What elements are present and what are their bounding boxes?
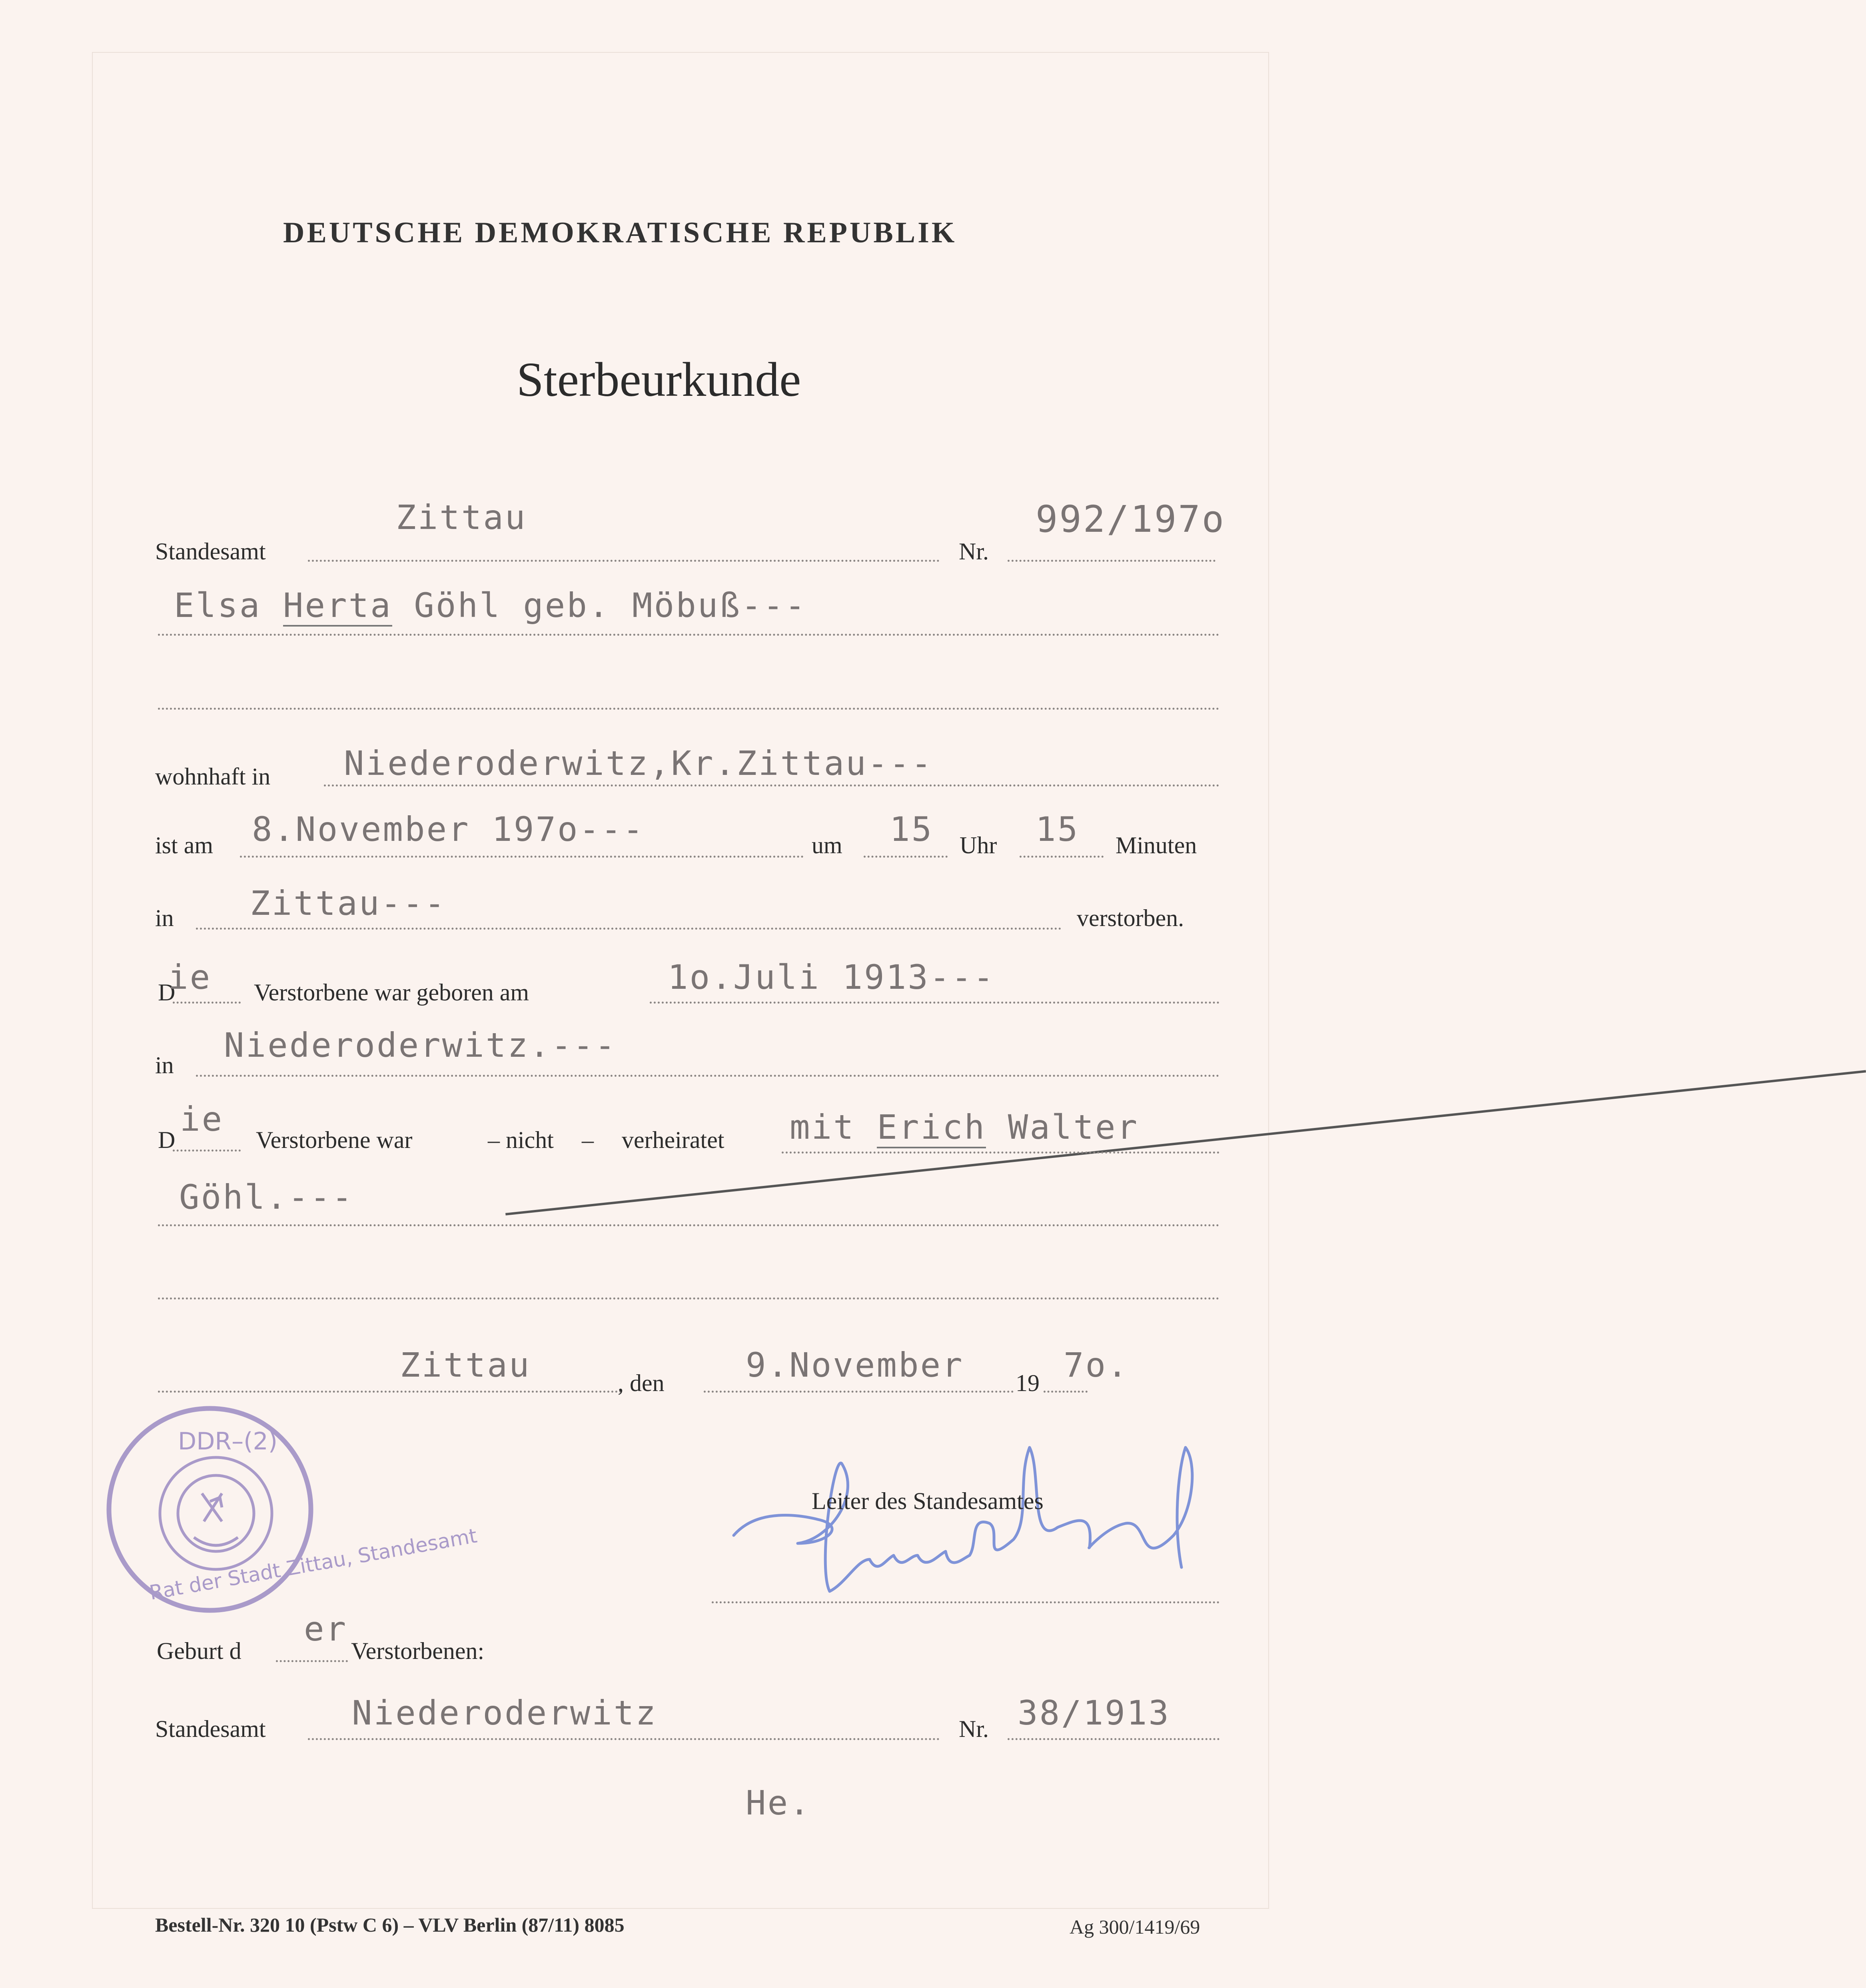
geboren-label: Verstorbene war geboren am	[254, 979, 529, 1006]
birth-registry-value: Niederoderwitz	[352, 1693, 658, 1733]
dotted-line	[173, 1150, 241, 1152]
article-suffix: ie	[180, 1100, 224, 1139]
ist-am-label: ist am	[155, 832, 213, 858]
minute-value: 15	[1036, 810, 1080, 849]
register-number-value: 992/197o	[1036, 498, 1226, 541]
dotted-line	[1008, 1738, 1219, 1740]
birth-place-value: Niederoderwitz.---	[224, 1026, 617, 1065]
den-label: , den	[618, 1370, 665, 1396]
dotted-line	[1008, 560, 1215, 562]
death-place-value: Zittau---	[250, 884, 447, 923]
standesamt-label: Standesamt	[155, 538, 266, 565]
svg-text:Rat der Stadt Zittau, Standesa: Rat der Stadt Zittau, Standesamt	[148, 1524, 479, 1605]
dotted-line	[864, 856, 948, 858]
year-prefix-label: 19	[1016, 1370, 1040, 1396]
order-number-footer: Bestell-Nr. 320 10 (Pstw C 6) – VLV Berlin (87/11) 8085	[155, 1914, 625, 1936]
country-heading: DEUTSCHE DEMOKRATISCHE REPUBLIK	[283, 216, 957, 249]
dotted-line	[173, 1002, 241, 1004]
nr-label: Nr.	[959, 1716, 989, 1742]
verheiratet-label: verheiratet	[622, 1127, 724, 1153]
verstorbenen-label: Verstorbenen:	[351, 1638, 485, 1664]
verstorben-label: verstorben.	[1077, 905, 1184, 931]
dotted-line	[704, 1391, 1014, 1393]
dotted-line	[196, 1075, 1219, 1077]
issue-place-value: Zittau	[400, 1345, 531, 1385]
um-label: um	[812, 832, 842, 858]
deceased-name: Elsa Herta Göhl geb. Möbuß---	[174, 586, 807, 625]
geburt-label: Geburt d	[157, 1638, 241, 1664]
struck-nicht-label: nicht	[506, 1126, 1866, 1154]
dotted-line	[158, 634, 1219, 636]
nr-label: Nr.	[959, 538, 989, 565]
wohnhaft-label: wohnhaft in	[155, 763, 271, 790]
spouse-name: mit Erich Walter	[790, 1108, 1139, 1147]
year-value: 7o.	[1064, 1345, 1129, 1385]
standesamt-label: Standesamt	[155, 1716, 266, 1742]
document-title: Sterbeurkunde	[517, 353, 801, 407]
birth-date-value: 1o.Juli 1913---	[668, 958, 995, 997]
d-prefix-label: D	[158, 979, 176, 1006]
standesamt-value: Zittau	[396, 498, 527, 537]
dotted-line	[158, 1224, 1219, 1226]
verstorbene-war-label: Verstorbene war	[256, 1127, 413, 1153]
official-seal	[102, 1401, 479, 1617]
death-date-value: 8.November 197o---	[252, 810, 645, 849]
minuten-label: Minuten	[1116, 832, 1197, 858]
dotted-line	[196, 928, 1062, 930]
in-label: in	[155, 905, 174, 931]
dotted-line	[308, 560, 940, 562]
dotted-line	[158, 1297, 1219, 1299]
dash-label: –	[488, 1127, 500, 1153]
uhr-label: Uhr	[960, 832, 997, 858]
dotted-line	[1020, 856, 1104, 858]
in-label: in	[155, 1052, 174, 1078]
signature	[726, 1439, 1245, 1611]
dotted-line	[1044, 1391, 1088, 1393]
dotted-line	[158, 708, 1219, 710]
leiter-label: Leiter des Standesamtes	[812, 1488, 1044, 1514]
issue-date-value: 9.November	[746, 1345, 964, 1385]
form-code-footer: Ag 300/1419/69	[1070, 1916, 1200, 1938]
residence-value: Niederoderwitz,Kr.Zittau---	[344, 744, 933, 783]
article-suffix: ie	[168, 958, 212, 997]
svg-text:DDR–(2): DDR–(2)	[178, 1427, 278, 1455]
dotted-line	[240, 856, 804, 858]
dash-label: –	[582, 1127, 594, 1153]
dotted-line	[276, 1660, 348, 1662]
dotted-line	[712, 1601, 1219, 1603]
spouse-surname: Göhl.---	[179, 1178, 354, 1217]
hour-value: 15	[890, 810, 934, 849]
dotted-line	[324, 784, 1219, 786]
dotted-line	[158, 1391, 622, 1393]
clerk-initials: He.	[746, 1783, 811, 1822]
d-prefix-label: D	[158, 1127, 176, 1153]
dotted-line	[782, 1152, 1219, 1154]
geburt-suffix: er	[304, 1609, 348, 1649]
dotted-line	[308, 1738, 940, 1740]
birth-registry-number: 38/1913	[1018, 1693, 1171, 1733]
dotted-line	[650, 1002, 1219, 1004]
